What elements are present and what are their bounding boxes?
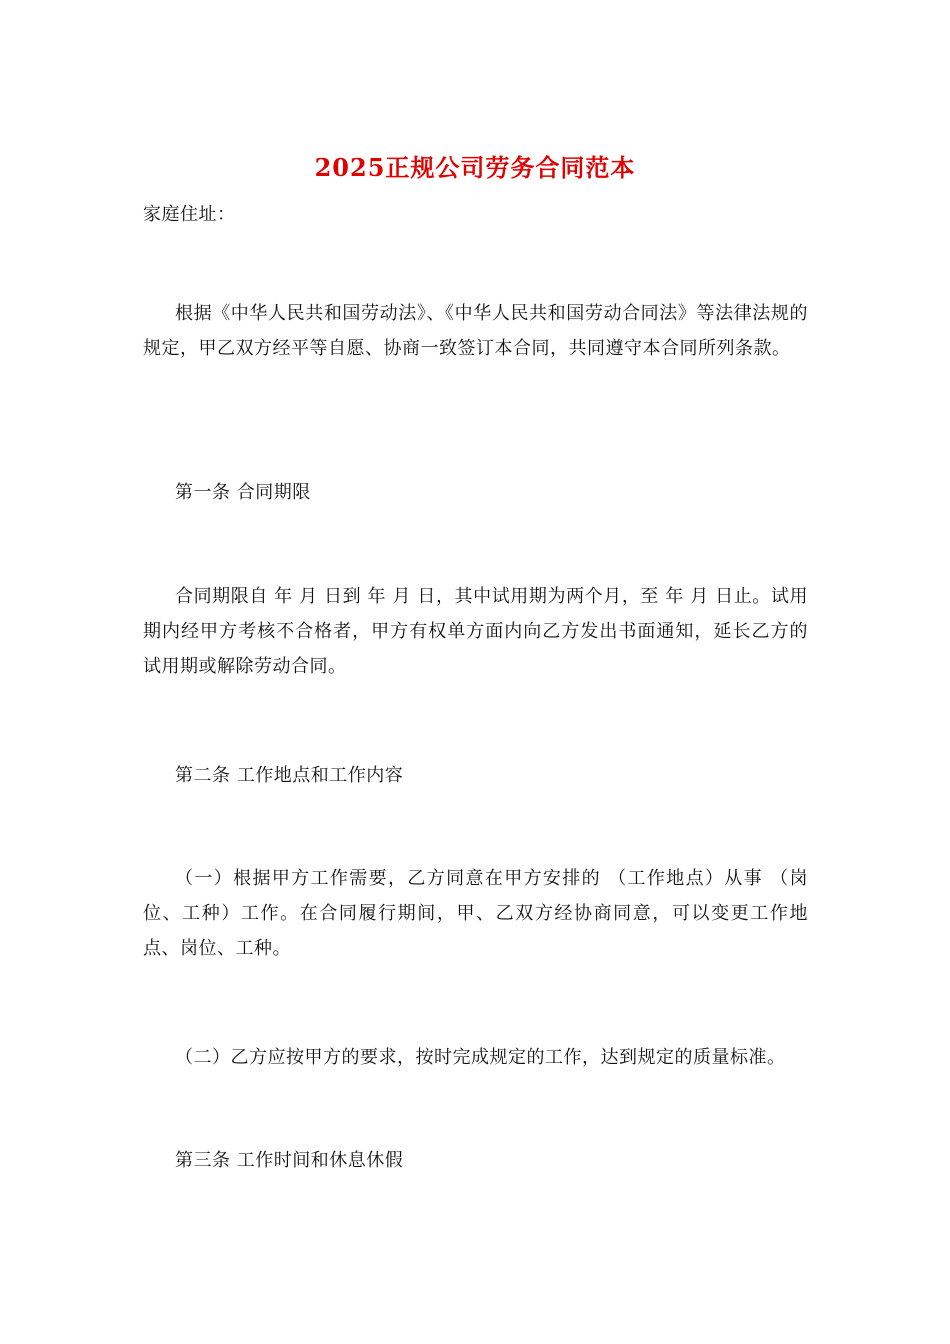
- article-2-heading: 第二条 工作地点和工作内容: [175, 765, 404, 786]
- article-3-heading: 第三条 工作时间和休息休假: [175, 1150, 404, 1171]
- article-1-heading: 第一条 合同期限: [175, 482, 311, 503]
- article-1-body: 合同期限自 年 月 日到 年 月 日，其中试用期为两个月，至 年 月 日止。试用期内经甲方考核不合格者，甲方有权单方面内向乙方发出书面通知，延长乙方的试用期或解除劳动合同。: [143, 586, 808, 677]
- preamble-paragraph: 根据《中华人民共和国劳动法》、《中华人民共和国劳动合同法》等法律法规的规定，甲乙双方经平等自愿、协商一致签订本合同，共同遵守本合同所列条款。: [143, 303, 808, 359]
- address-label: 家庭住址：: [143, 204, 236, 225]
- document-title: 2025正规公司劳务合同范本: [314, 153, 636, 182]
- article-2-item-2: （二）乙方应按甲方的要求，按时完成规定的工作，达到规定的质量标准。: [175, 1047, 786, 1068]
- article-2-item-1: （一）根据甲方工作需要，乙方同意在甲方安排的 （工作地点）从事 （岗位、工种）工作。在合同履行期间，甲、乙双方经协商同意，可以变更工作地点、岗位、工种。: [143, 868, 808, 959]
